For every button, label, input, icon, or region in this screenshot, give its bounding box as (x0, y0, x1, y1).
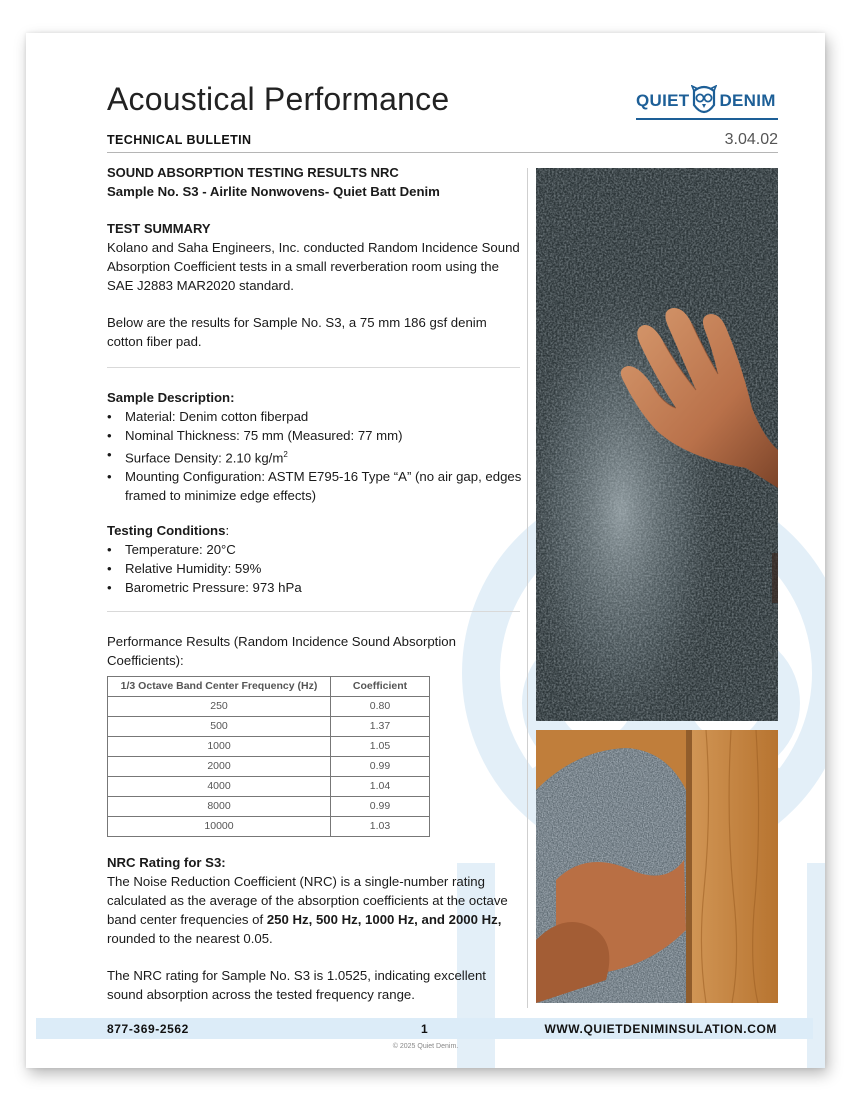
bulletin-label: TECHNICAL BULLETIN (107, 133, 252, 147)
copyright: © 2025 Quiet Denim. (392, 1043, 459, 1050)
document-page (26, 33, 825, 1068)
logo-text-left: QUIET (636, 91, 690, 110)
section-divider (107, 367, 520, 368)
list-item: • Material: Denim cotton fiberpad (107, 407, 522, 426)
owl-logo-icon (691, 85, 717, 117)
nrc-heading: NRC Rating for S3: (107, 855, 226, 871)
testing-conditions-heading: Testing Conditions: (107, 523, 230, 539)
table-row: 1000 1.05 (108, 737, 430, 757)
insulation-install-photo (536, 730, 778, 1003)
logo-text-right: DENIM (719, 91, 776, 110)
list-item: • Relative Humidity: 59% (107, 559, 522, 578)
logo-underline (636, 118, 778, 120)
results-heading: SOUND ABSORPTION TESTING RESULTS NRC (107, 165, 399, 180)
testing-conditions-list (107, 540, 522, 597)
test-summary-paragraph: Kolano and Saha Engineers, Inc. conducted Random Incidence Sound Absorption Coefficient tests in a small reverberation room using the SAE J2883 MAR2020 standard. (107, 240, 520, 293)
column-divider (527, 168, 528, 1008)
list-item: • Barometric Pressure: 973 hPa (107, 578, 522, 597)
list-item: • Mounting Configuration: ASTM E795-16 Type “A” (no air gap, edges framed to minimize edge effects) (107, 467, 522, 505)
list-item: • Nominal Thickness: 75 mm (Measured: 77 mm) (107, 426, 522, 445)
table-row: 10000 1.03 (108, 817, 430, 837)
frequency-column-header: 1/3 Octave Band Center Frequency (Hz) (108, 677, 331, 697)
nrc-paragraph: The Noise Reduction Coefficient (NRC) is a single-number rating calculated as the average of the absorption coefficients at the octave band center frequencies of 250 Hz, 500 Hz, 1000 Hz, and 2000 Hz, rounded to the nearest 0.05. (107, 874, 508, 947)
sample-summary-paragraph: Below are the results for Sample No. S3, a 75 mm 186 gsf denim cotton fiber pad. (107, 315, 487, 349)
table-row: 8000 0.99 (108, 797, 430, 817)
sample-description-heading: Sample Description: (107, 390, 235, 405)
test-summary-heading: TEST SUMMARY (107, 221, 211, 236)
page-number: 1 (421, 1022, 428, 1036)
performance-intro: Performance Results (Random Incidence Sound Absorption Coefficients): (107, 634, 456, 669)
table-row: 4000 1.04 (108, 777, 430, 797)
table-row: 500 1.37 (108, 717, 430, 737)
footer-phone: 877-369-2562 (107, 1022, 189, 1036)
sample-title: Sample No. S3 - Airlite Nonwovens- Quiet Batt Denim (107, 184, 440, 199)
table-row: 2000 0.99 (108, 757, 430, 777)
table-header-row (108, 677, 430, 697)
section-divider (107, 611, 520, 612)
content-column (107, 163, 522, 1004)
footer-website: WWW.QUIETDENIMINSULATION.COM (544, 1022, 777, 1036)
list-item: • Surface Density: 2.10 $kg/m^2$ (107, 445, 522, 467)
quiet-denim-logo (636, 83, 776, 119)
sample-description-list (107, 407, 522, 505)
document-number: 3.04.02 (724, 131, 778, 148)
insulation-hand-photo (536, 168, 778, 721)
table-row: 250 0.80 (108, 697, 430, 717)
nrc-conclusion: The NRC rating for Sample No. S3 is 1.0525, indicating excellent sound absorption across the tested frequency range. (107, 968, 486, 1003)
header-divider (107, 152, 778, 153)
page-title: Acoustical Performance (107, 81, 450, 117)
results-table (107, 676, 430, 837)
coefficient-column-header: Coefficient (331, 677, 430, 697)
list-item: • Temperature: 20°C (107, 540, 522, 559)
